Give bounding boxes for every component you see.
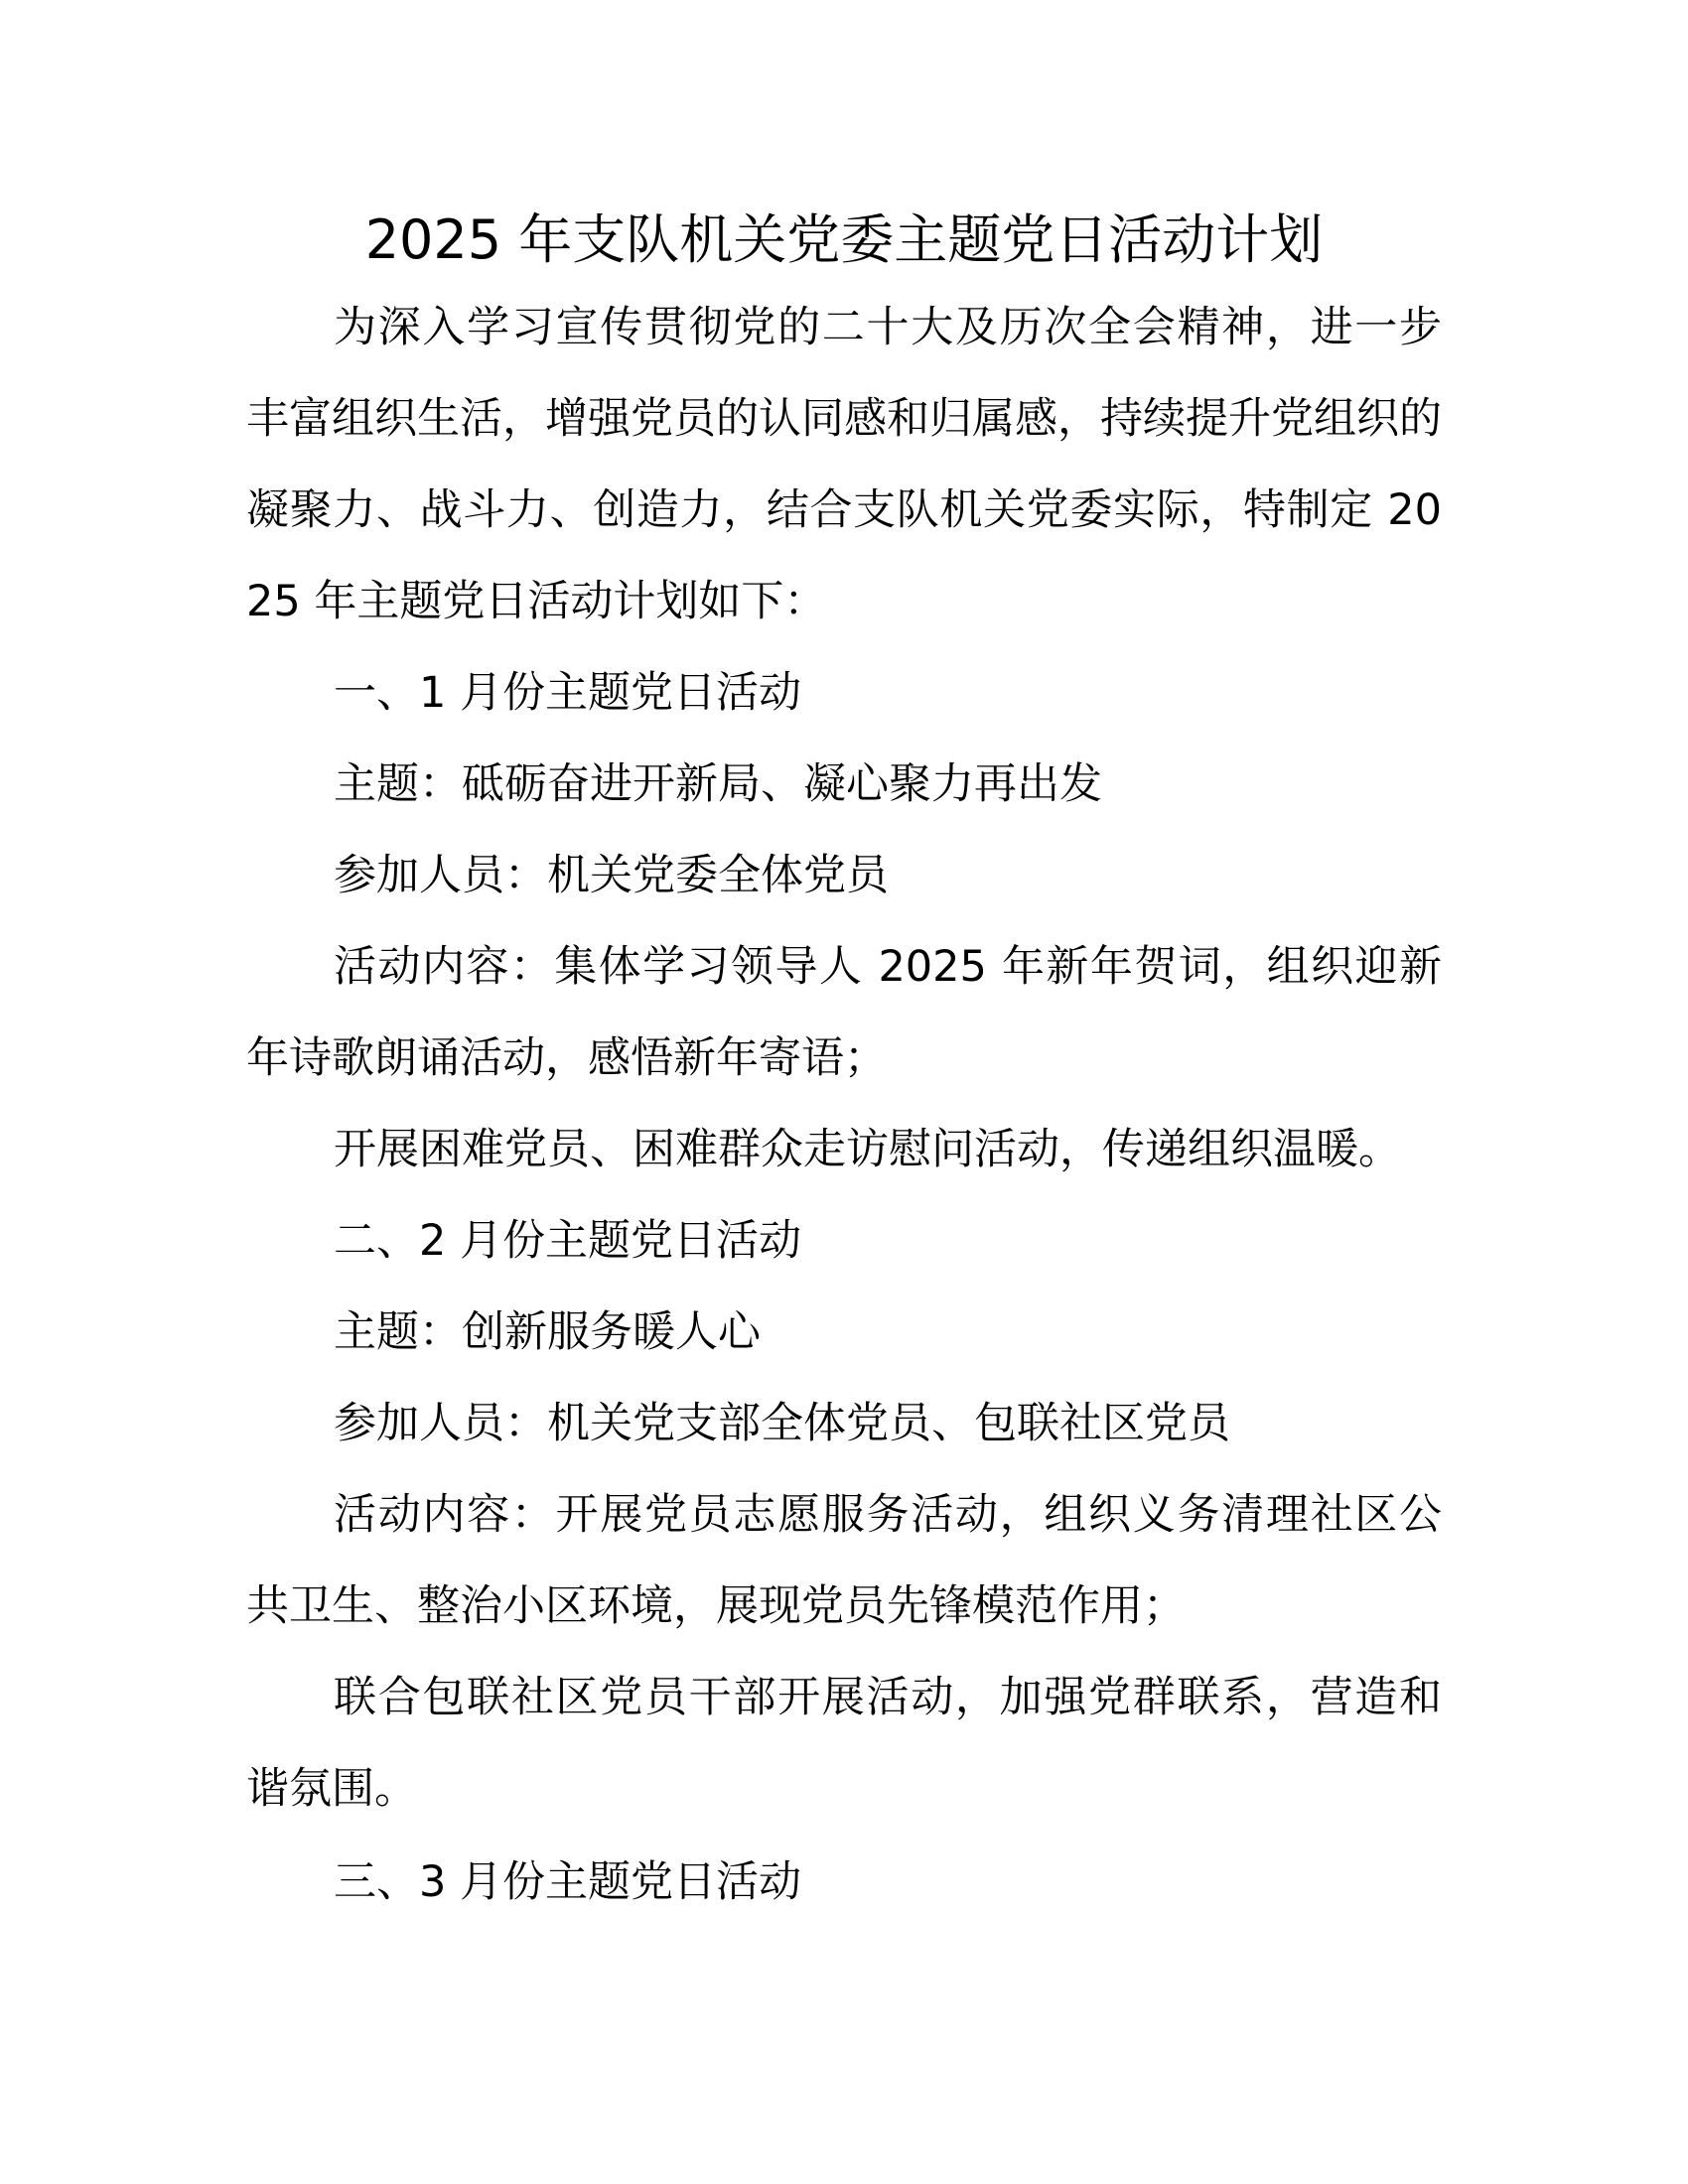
january-activity-visit: 开展困难党员、困难群众走访慰问活动，传递组织温暖。 bbox=[334, 1125, 1401, 1174]
january-activity-content: 活动内容：集体学习领导人 2025 年新年贺词，组织迎新年诗歌朗诵活动，感悟新年寄语； bbox=[246, 942, 1442, 1083]
january-theme: 主题：砥砺奋进开新局、凝心聚力再出发 bbox=[334, 759, 1102, 809]
february-activity-community: 联合包联社区党员干部开展活动，加强党群联系，营造和谐氛围。 bbox=[246, 1673, 1442, 1814]
section-heading-february: 二、2 月份主题党日活动 bbox=[334, 1216, 802, 1266]
document-body bbox=[246, 199, 1442, 1928]
section-heading-march: 三、3 月份主题党日活动 bbox=[334, 1857, 802, 1907]
document-title: 2025 年支队机关党委主题党日活动计划 bbox=[364, 208, 1324, 271]
february-theme: 主题：创新服务暖人心 bbox=[334, 1307, 761, 1357]
february-participants: 参加人员：机关党支部全体党员、包联社区党员 bbox=[334, 1399, 1230, 1448]
section-heading-january: 一、1 月份主题党日活动 bbox=[334, 668, 802, 718]
intro-paragraph: 为深入学习宣传贯彻党的二十大及历次全会精神，进一步丰富组织生活，增强党员的认同感和归属感，持续提升党组织的凝聚力、战斗力、创造力，结合支队机关党委实际，特制定 2025 年主题党日活动计划如下： bbox=[246, 303, 1442, 626]
february-activity-content: 活动内容：开展党员志愿服务活动，组织义务清理社区公共卫生、整治小区环境，展现党员先锋模范作用； bbox=[246, 1490, 1442, 1631]
january-participants: 参加人员：机关党委全体党员 bbox=[334, 851, 889, 900]
